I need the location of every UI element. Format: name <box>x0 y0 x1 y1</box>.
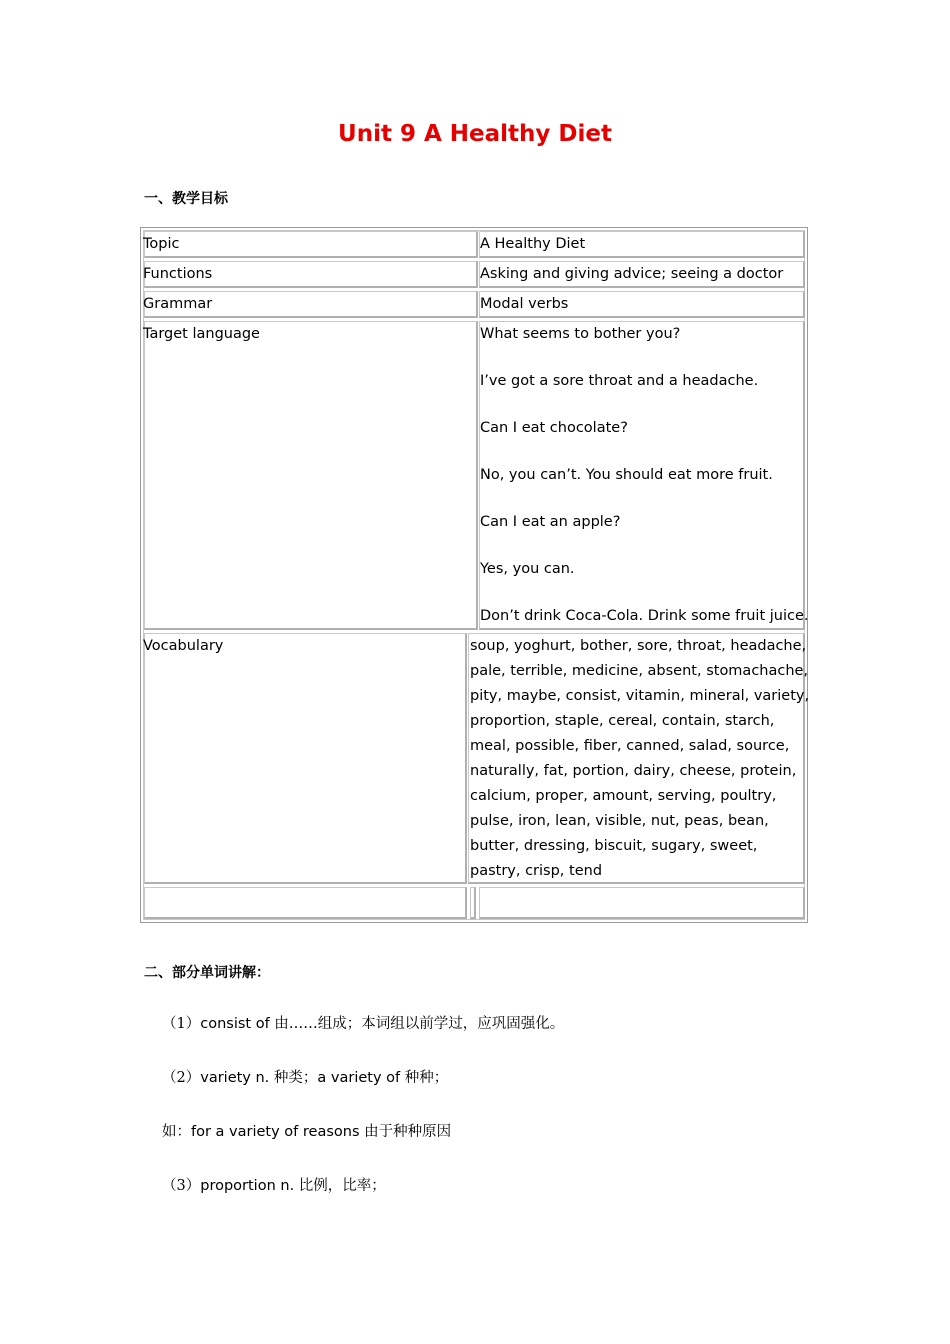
english-term: consist of <box>200 1016 275 1032</box>
chinese-meaning: 由于种种原因 <box>364 1124 452 1140</box>
table-cell <box>470 887 476 919</box>
item-number: （1） <box>162 1016 201 1032</box>
english-phrase: for a variety of reasons <box>191 1124 365 1140</box>
target-language-line: Can I eat chocolate? <box>480 420 628 436</box>
section-heading-objectives: 一、教学目标 <box>144 191 228 207</box>
target-language-line: No, you can’t. You should eat more fruit. <box>480 467 773 483</box>
table-row-label-grammar: Grammar <box>143 296 213 312</box>
table-cell <box>479 887 805 919</box>
vocabulary-line: soup, yoghurt, bother, sore, throat, headache, <box>470 638 807 654</box>
explanation-item <box>162 1069 448 1087</box>
table-cell <box>144 887 467 919</box>
target-language-line: Don’t drink Coca-Cola. Drink some fruit juice. <box>480 608 809 624</box>
table-cell <box>144 321 478 630</box>
target-language-line: I’ve got a sore throat and a headache. <box>480 373 759 389</box>
item-number: （2） <box>162 1070 201 1086</box>
table-row-label-vocabulary: Vocabulary <box>143 638 224 654</box>
table-row-value-topic: A Healthy Diet <box>480 236 586 252</box>
table-row-label-functions: Functions <box>143 266 213 282</box>
vocabulary-line: pulse, iron, lean, visible, nut, peas, bean, <box>470 813 769 829</box>
table-row-value-grammar: Modal verbs <box>480 296 569 312</box>
target-language-line: Can I eat an apple? <box>480 514 621 530</box>
target-language-line: What seems to bother you? <box>480 326 681 342</box>
table-row-label-target-language: Target language <box>143 326 260 342</box>
table-cell <box>144 633 467 884</box>
explanation-item <box>162 1177 386 1195</box>
example-prefix: 如： <box>162 1124 191 1140</box>
english-phrase: a variety of <box>317 1070 405 1086</box>
chinese-meaning: 比例，比率； <box>298 1178 386 1194</box>
section-heading-vocabulary-explanation: 二、部分单词讲解： <box>144 965 270 981</box>
english-term: proportion n. <box>200 1178 299 1194</box>
vocabulary-line: naturally, fat, portion, dairy, cheese, protein, <box>470 763 797 779</box>
vocabulary-line: pity, maybe, consist, vitamin, mineral, variety, <box>470 688 810 704</box>
vocabulary-line: proportion, staple, cereal, contain, starch, <box>470 713 775 729</box>
chinese-meaning: 种种； <box>404 1070 449 1086</box>
vocabulary-line: pastry, crisp, tend <box>470 863 603 879</box>
chinese-meaning: 种类； <box>273 1070 318 1086</box>
target-language-line: Yes, you can. <box>480 561 575 577</box>
item-number: （3） <box>162 1178 201 1194</box>
explanation-item <box>162 1015 564 1033</box>
chinese-meaning: 由……组成；本词组以前学过，应巩固强化。 <box>274 1016 565 1032</box>
english-term: variety n. <box>200 1070 274 1086</box>
table-row-label-topic: Topic <box>143 236 180 252</box>
vocabulary-line: calcium, proper, amount, serving, poultry, <box>470 788 777 804</box>
vocabulary-line: butter, dressing, biscuit, sugary, sweet, <box>470 838 758 854</box>
vocabulary-line: pale, terrible, medicine, absent, stomachache, <box>470 663 809 679</box>
document-title: Unit 9 A Healthy Diet <box>338 121 612 147</box>
table-row-value-functions: Asking and giving advice; seeing a doctor <box>480 266 784 282</box>
explanation-example <box>162 1123 451 1141</box>
table-cell <box>144 231 478 258</box>
vocabulary-line: meal, possible, fiber, canned, salad, source, <box>470 738 790 754</box>
